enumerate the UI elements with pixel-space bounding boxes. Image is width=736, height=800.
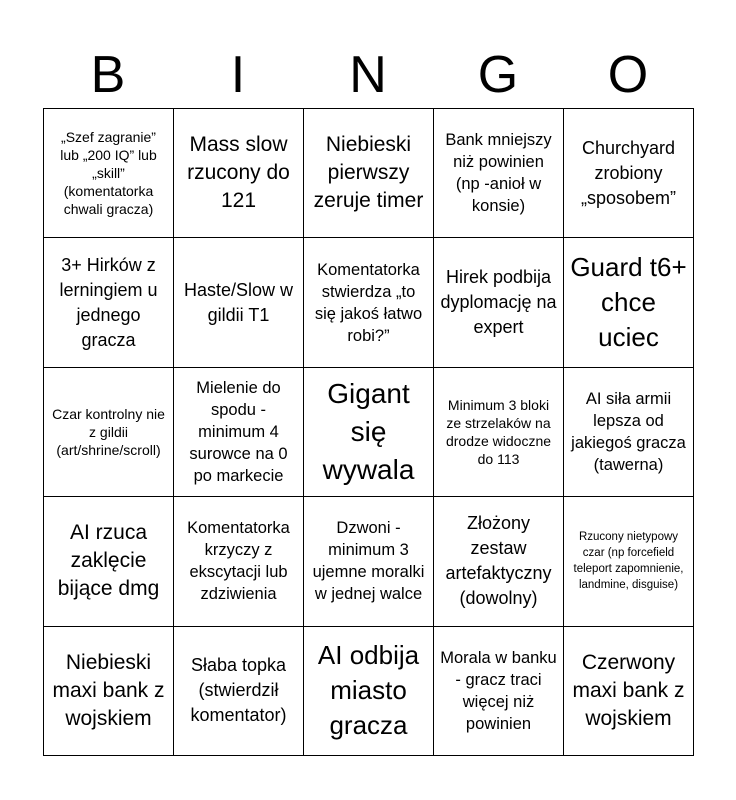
cell-text: 3+ Hirków z lerningiem u jednego gracza — [59, 254, 158, 350]
cell-text: Minimum 3 bloki ze strzelaków na drodze widoczne do 113 — [445, 396, 552, 467]
bingo-cell[interactable] — [304, 368, 434, 497]
bingo-cell[interactable] — [174, 368, 304, 497]
bingo-cell[interactable] — [304, 109, 434, 238]
bingo-cell[interactable] — [564, 627, 694, 756]
cell-text: Dzwoni - minimum 3 ujemne moralki w jednej walce — [312, 519, 425, 604]
cell-text: Guard t6+ chce uciec — [570, 252, 687, 353]
bingo-cell[interactable] — [564, 497, 694, 626]
cell-text: Czar kontrolny nie z gildii (art/shrine/scroll) — [52, 405, 165, 458]
cell-text: AI rzuca zaklęcie bijące dmg — [57, 521, 160, 601]
cell-text: „Szef zagranie” lub „200 IQ” lub „skill” (komentatorka chwali gracza) — [60, 129, 157, 218]
bingo-cell[interactable] — [304, 627, 434, 756]
bingo-board — [43, 108, 694, 756]
bingo-cell[interactable] — [434, 238, 564, 367]
bingo-cell[interactable] — [174, 627, 304, 756]
cell-text: Czerwony maxi bank z wojskiem — [572, 650, 685, 730]
cell-text: Komentatorka krzyczy z ekscytacji lub zdziwienia — [187, 519, 290, 604]
bingo-cell[interactable] — [44, 109, 174, 238]
bingo-cell[interactable] — [564, 368, 694, 497]
cell-text: Mielenie do spodu - minimum 4 surowce na 0 po markecie — [189, 378, 288, 485]
bingo-cell[interactable] — [174, 238, 304, 367]
title-letter-o: O — [607, 46, 649, 104]
bingo-cell[interactable] — [44, 497, 174, 626]
bingo-cell[interactable] — [44, 238, 174, 367]
bingo-cell[interactable] — [304, 238, 434, 367]
bingo-cell[interactable] — [434, 627, 564, 756]
cell-text: AI siła armii lepsza od jakiegoś gracza (tawerna) — [571, 389, 686, 474]
cell-text: AI odbija miasto gracza — [317, 640, 420, 741]
cell-text: Słaba topka (stwierdził komentator) — [190, 655, 287, 726]
cell-text: Rzucony nietypowy czar (np forcefield teleport zapomnienie, landmine, disguise) — [573, 531, 684, 592]
cell-text: Bank mniejszy niż powinien (np -anioł w konsie) — [445, 131, 552, 216]
title-letter-b: B — [90, 46, 126, 104]
title-letter-n: N — [349, 46, 387, 104]
cell-text: Churchyard zrobiony „sposobem” — [580, 137, 677, 208]
bingo-cell[interactable] — [434, 109, 564, 238]
bingo-cell[interactable] — [174, 497, 304, 626]
cell-text: Złożony zestaw artefaktyczny (dowolny) — [445, 513, 552, 609]
bingo-cell[interactable] — [44, 627, 174, 756]
bingo-cell[interactable] — [44, 368, 174, 497]
cell-text: Mass slow rzucony do 121 — [187, 133, 290, 213]
bingo-cell[interactable] — [434, 497, 564, 626]
cell-text: Morala w banku - gracz traci więcej niż powinien — [440, 648, 557, 733]
cell-text: Niebieski maxi bank z wojskiem — [52, 650, 165, 730]
bingo-cell[interactable] — [434, 368, 564, 497]
cell-text: Hirek podbija dyplomację na expert — [440, 267, 557, 338]
bingo-cell[interactable] — [304, 497, 434, 626]
title-letter-g: G — [477, 46, 519, 104]
cell-text: Komentatorka stwierdza „to się jakoś łatwo robi?” — [314, 260, 423, 345]
cell-text: Niebieski pierwszy zeruje timer — [313, 133, 424, 213]
cell-text: Haste/Slow w gildii T1 — [183, 279, 294, 325]
bingo-cell[interactable] — [174, 109, 304, 238]
bingo-title — [43, 40, 694, 110]
bingo-cell[interactable] — [564, 238, 694, 367]
bingo-cell[interactable] — [564, 109, 694, 238]
cell-text: Gigant się wywala — [322, 377, 415, 485]
title-letter-i: I — [230, 46, 246, 104]
